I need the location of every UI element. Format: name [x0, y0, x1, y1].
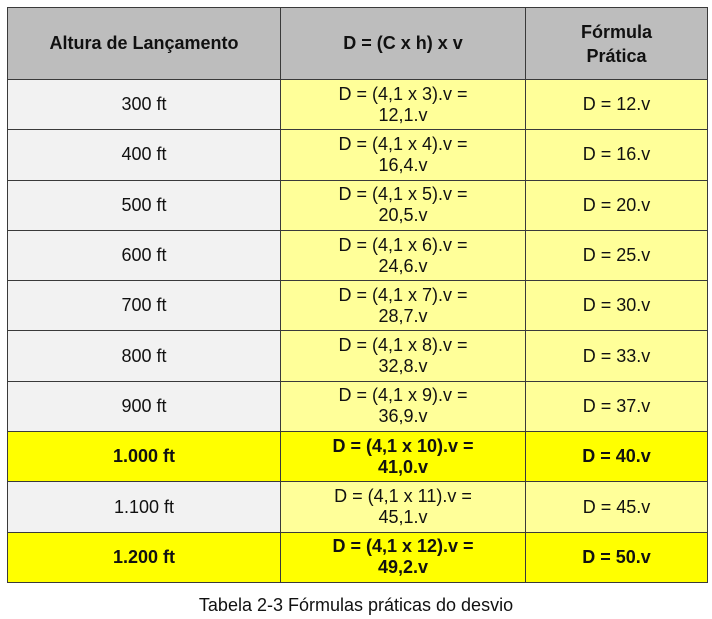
header-altura: Altura de Lançamento	[8, 8, 281, 80]
cell-pratica: D = 25.v	[526, 230, 708, 280]
deviation-formulas-table	[7, 7, 708, 583]
cell-altura: 900 ft	[8, 381, 281, 431]
cell-pratica: D = 50.v	[526, 532, 708, 582]
table-row	[8, 482, 708, 532]
cell-altura: 600 ft	[8, 230, 281, 280]
cell-pratica: D = 33.v	[526, 331, 708, 381]
cell-altura: 400 ft	[8, 130, 281, 180]
table-row	[8, 532, 708, 582]
table-header-row	[8, 8, 708, 80]
table-row	[8, 432, 708, 482]
cell-formula: D = (4,1 x 12).v = 49,2.v	[281, 532, 526, 582]
table-row	[8, 381, 708, 431]
cell-formula: D = (4,1 x 4).v = 16,4.v	[281, 130, 526, 180]
table-body	[8, 80, 708, 583]
cell-altura: 1.200 ft	[8, 532, 281, 582]
cell-altura: 1.100 ft	[8, 482, 281, 532]
table-row	[8, 130, 708, 180]
cell-pratica: D = 37.v	[526, 381, 708, 431]
cell-pratica: D = 30.v	[526, 281, 708, 331]
cell-formula: D = (4,1 x 5).v = 20,5.v	[281, 180, 526, 230]
cell-pratica: D = 45.v	[526, 482, 708, 532]
cell-altura: 500 ft	[8, 180, 281, 230]
cell-pratica: D = 20.v	[526, 180, 708, 230]
header-formula: D = (C x h) x v	[281, 8, 526, 80]
cell-formula: D = (4,1 x 7).v = 28,7.v	[281, 281, 526, 331]
cell-altura: 700 ft	[8, 281, 281, 331]
cell-formula: D = (4,1 x 10).v = 41,0.v	[281, 432, 526, 482]
cell-altura: 800 ft	[8, 331, 281, 381]
cell-pratica: D = 16.v	[526, 130, 708, 180]
cell-altura: 300 ft	[8, 80, 281, 130]
cell-formula: D = (4,1 x 9).v = 36,9.v	[281, 381, 526, 431]
cell-pratica: D = 12.v	[526, 80, 708, 130]
table-row	[8, 281, 708, 331]
cell-altura: 1.000 ft	[8, 432, 281, 482]
table-row	[8, 230, 708, 280]
header-pratica	[526, 8, 708, 80]
cell-formula: D = (4,1 x 6).v = 24,6.v	[281, 230, 526, 280]
cell-formula: D = (4,1 x 8).v = 32,8.v	[281, 331, 526, 381]
table-row	[8, 80, 708, 130]
cell-formula: D = (4,1 x 11).v = 45,1.v	[281, 482, 526, 532]
table-row	[8, 331, 708, 381]
cell-formula: D = (4,1 x 3).v = 12,1.v	[281, 80, 526, 130]
table-row	[8, 180, 708, 230]
cell-pratica: D = 40.v	[526, 432, 708, 482]
header-pratica-label: Fórmula Prática	[580, 21, 652, 66]
table-caption: Tabela 2-3 Fórmulas práticas do desvio	[198, 595, 514, 615]
